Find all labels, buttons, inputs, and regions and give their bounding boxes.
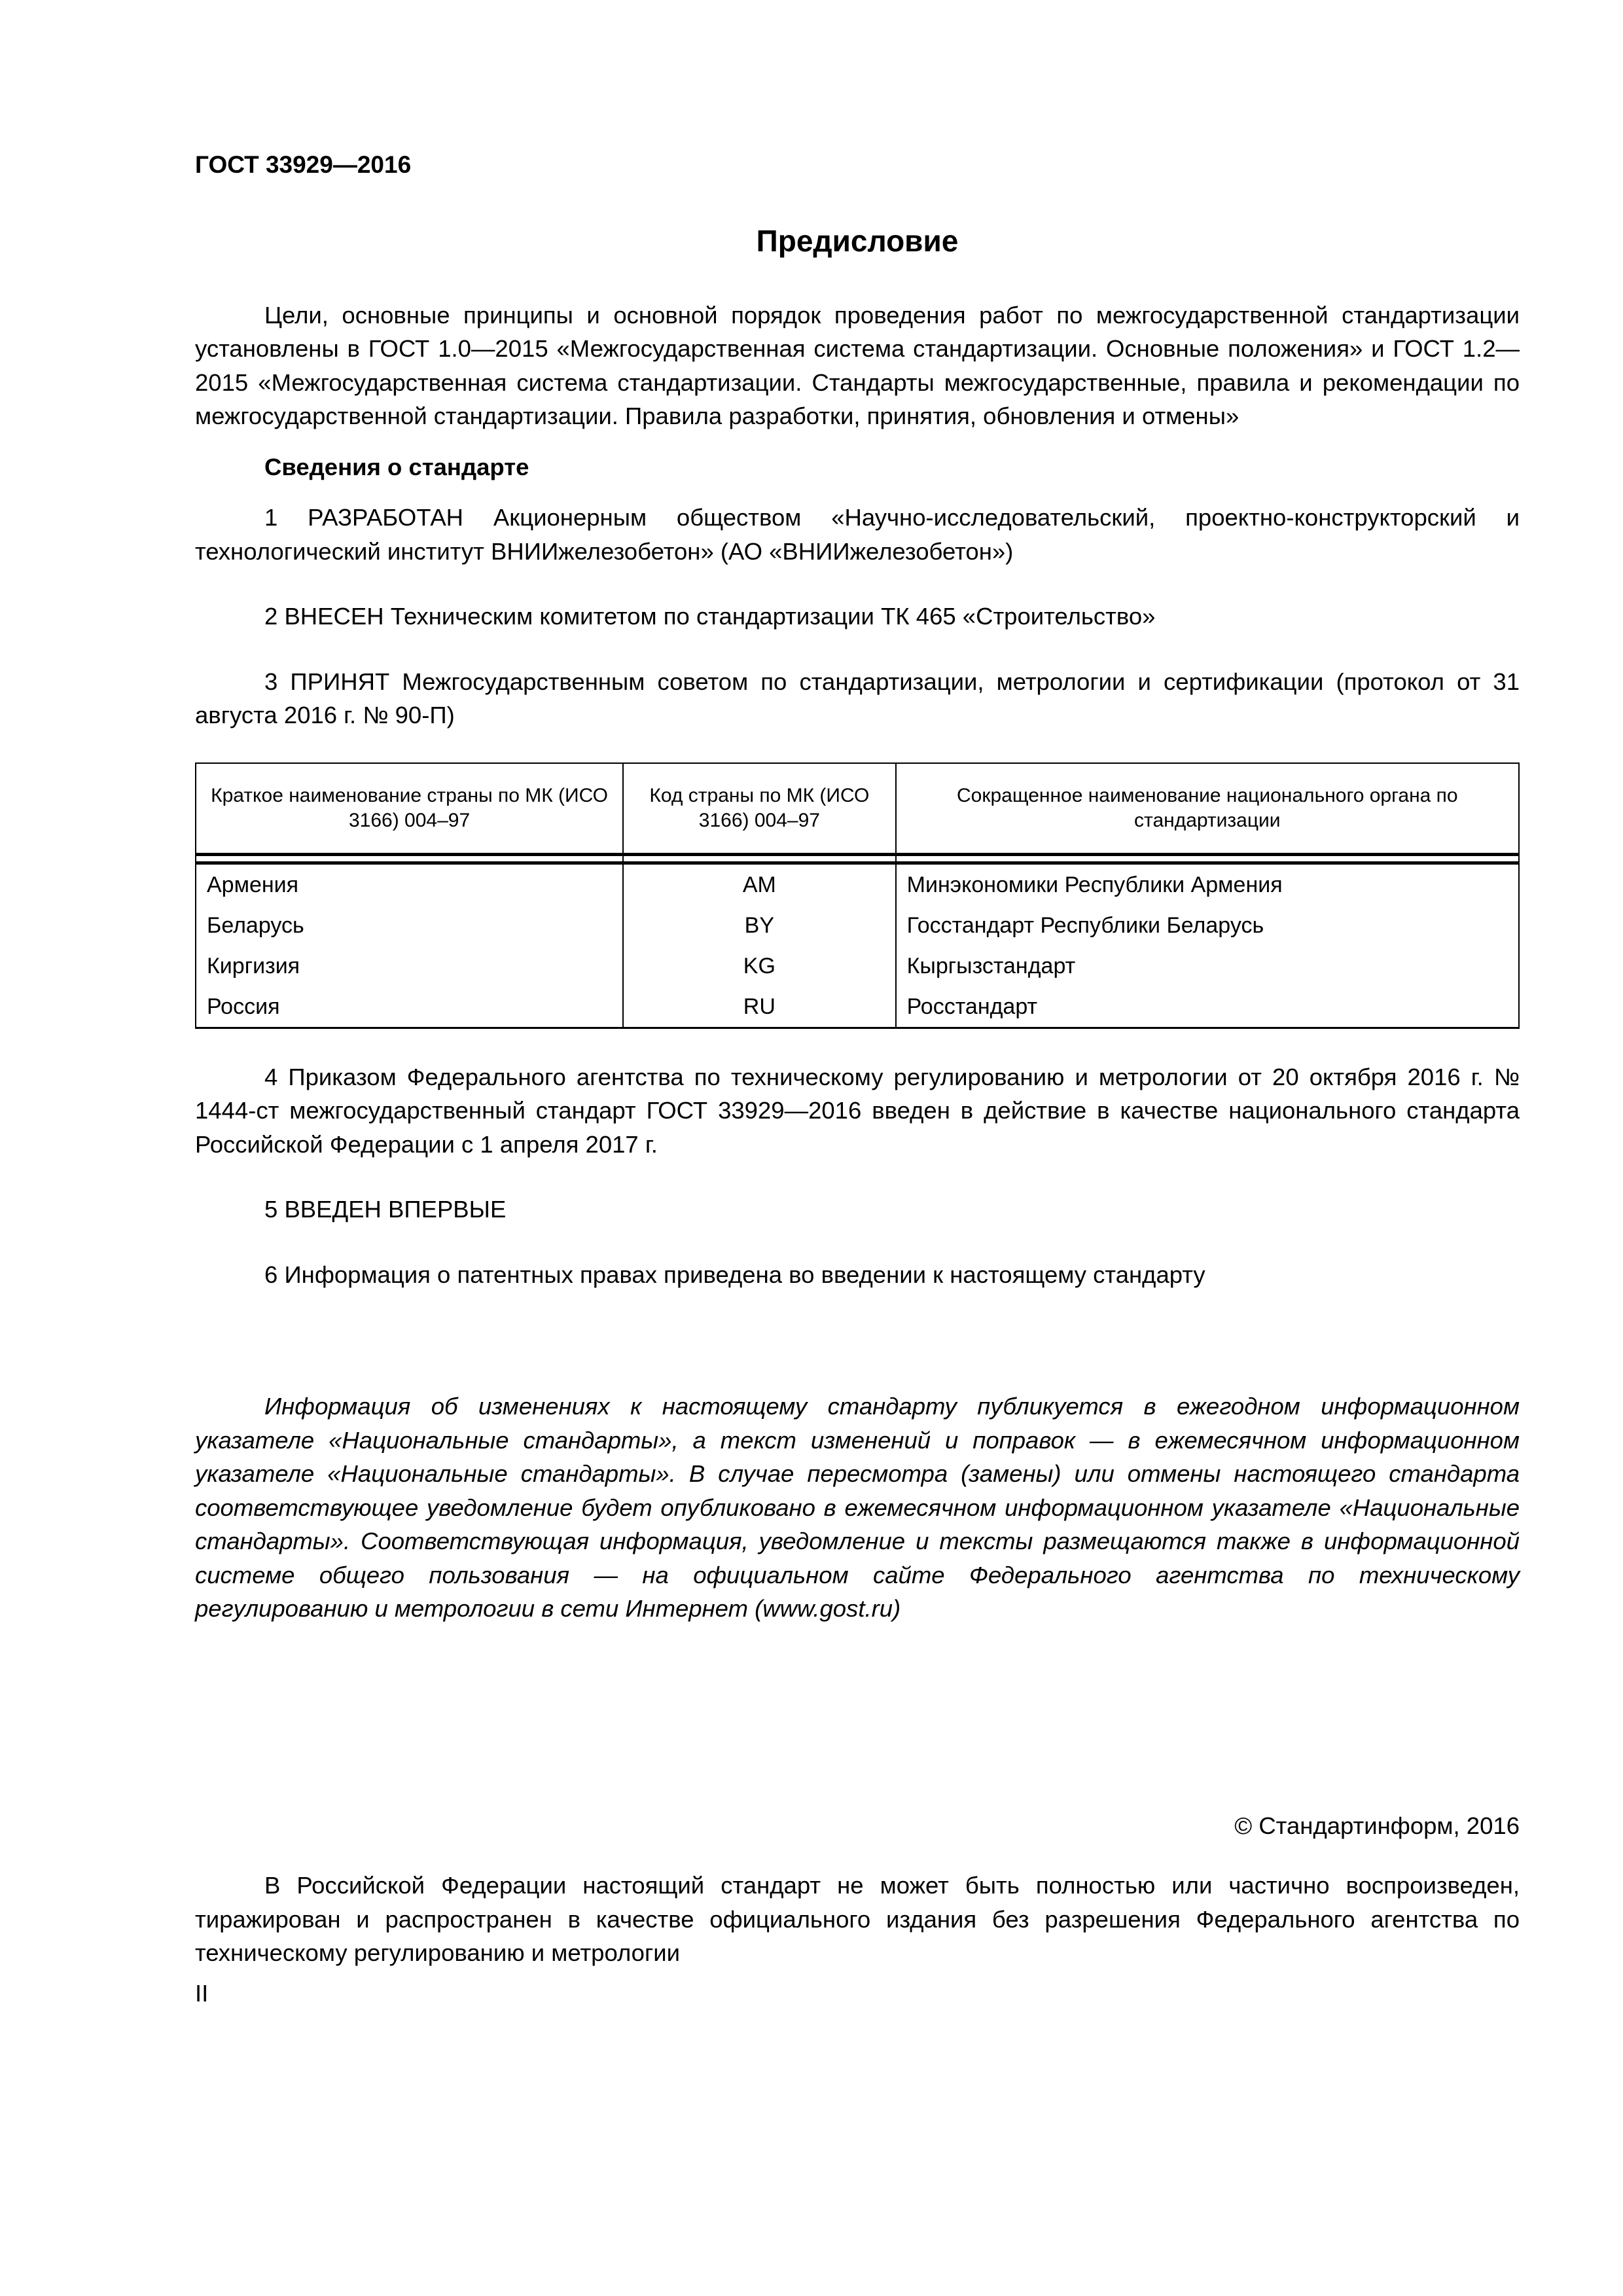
item-2: 2 ВНЕСЕН Техническим комитетом по стандартизации ТК 465 «Строительство» [264, 603, 1156, 630]
code-cell: AM [623, 863, 896, 905]
document-number: ГОСТ 33929—2016 [195, 151, 412, 178]
item-5: 5 ВВЕДЕН ВПЕРВЫЕ [264, 1196, 507, 1223]
country-cell: Киргизия [196, 946, 623, 986]
header-country: Краткое наименование страны по МК (ИСО 3166) 004–97 [196, 763, 623, 855]
agency-cell: Росстандарт [896, 986, 1519, 1028]
agency-cell: Кыргызстандарт [896, 946, 1519, 986]
page-title: Предисловие [756, 223, 959, 258]
item-3: 3 ПРИНЯТ Межгосударственным советом по стандартизации, метрологии и сертификации (протокол от 31 августа 2016 г. № 90-П) [195, 668, 1520, 728]
header-separator [196, 854, 1519, 863]
copyright: © Стандартинформ, 2016 [1234, 1812, 1520, 1839]
code-cell: KG [623, 946, 896, 986]
table-row [196, 946, 1519, 986]
agency-cell: Минэкономики Республики Армения [896, 863, 1519, 905]
countries-table [195, 762, 1520, 1029]
page-number: II [195, 1979, 209, 2007]
table-header-row [196, 763, 1519, 855]
page-content [195, 148, 1520, 2010]
table-row [196, 986, 1519, 1028]
country-cell: Беларусь [196, 905, 623, 946]
header-agency: Сокращенное наименование национального органа по стандартизации [896, 763, 1519, 855]
table-row [196, 863, 1519, 905]
code-cell: BY [623, 905, 896, 946]
agency-cell: Госстандарт Республики Беларусь [896, 905, 1519, 946]
item-4: 4 Приказом Федерального агентства по техническому регулированию и метрологии от 20 октября 2016 г. № 1444-ст межгосударственный стандарт ГОСТ 33929—2016 введен в действие в качестве национального стандарта Российской Федерации с 1 апреля 2017 г. [195, 1063, 1520, 1158]
info-heading: Сведения о стандарте [264, 453, 529, 480]
header-code: Код страны по МК (ИСО 3166) 004–97 [623, 763, 896, 855]
table-row [196, 905, 1519, 946]
changes-notice: Информация об изменениях к настоящему стандарту публикуется в ежегодном информационном указателе «Национальные стандарты», а текст изменений и поправок — в ежемесячном информационном указателе «Национальные стандарты». В случае пересмотра (замены) или отмены настоящего стандарта соответствующее уведомление будет опубликовано в ежемесячном информационном указателе «Национальные стандарты». Соответствующая информация, уведомление и тексты размещаются также в информационной системе общего пользования — на официальном сайте Федерального агентства по техническому регулированию и метрологии в сети Интернет (www.gost.ru) [195, 1393, 1520, 1622]
code-cell: RU [623, 986, 896, 1028]
intro-paragraph: Цели, основные принципы и основной порядок проведения работ по межгосударственной стандартизации установлены в ГОСТ 1.0—2015 «Межгосударственная система стандартизации. Основные положения» и ГОСТ 1.2—2015 «Межгосударственная система стандартизации. Стандарты межгосударственные, правила и рекомендации по межгосударственной стандартизации. Правила разработки, принятия, обновления и отмены» [195, 301, 1520, 429]
item-6: 6 Информация о патентных правах приведена во введении к настоящему стандарту [264, 1261, 1205, 1288]
country-cell: Армения [196, 863, 623, 905]
item-1: 1 РАЗРАБОТАН Акционерным обществом «Научно-исследовательский, проектно-конструкторский и технологический институт ВНИИжелезобетон» (АО «ВНИИжелезобетон») [195, 504, 1520, 565]
rights-notice: В Российской Федерации настоящий стандарт не может быть полностью или частично воспроизведен, тиражирован и распространен в качестве официального издания без разрешения Федерального агентства по техническому регулированию и метрологии [195, 1872, 1520, 1966]
country-cell: Россия [196, 986, 623, 1028]
